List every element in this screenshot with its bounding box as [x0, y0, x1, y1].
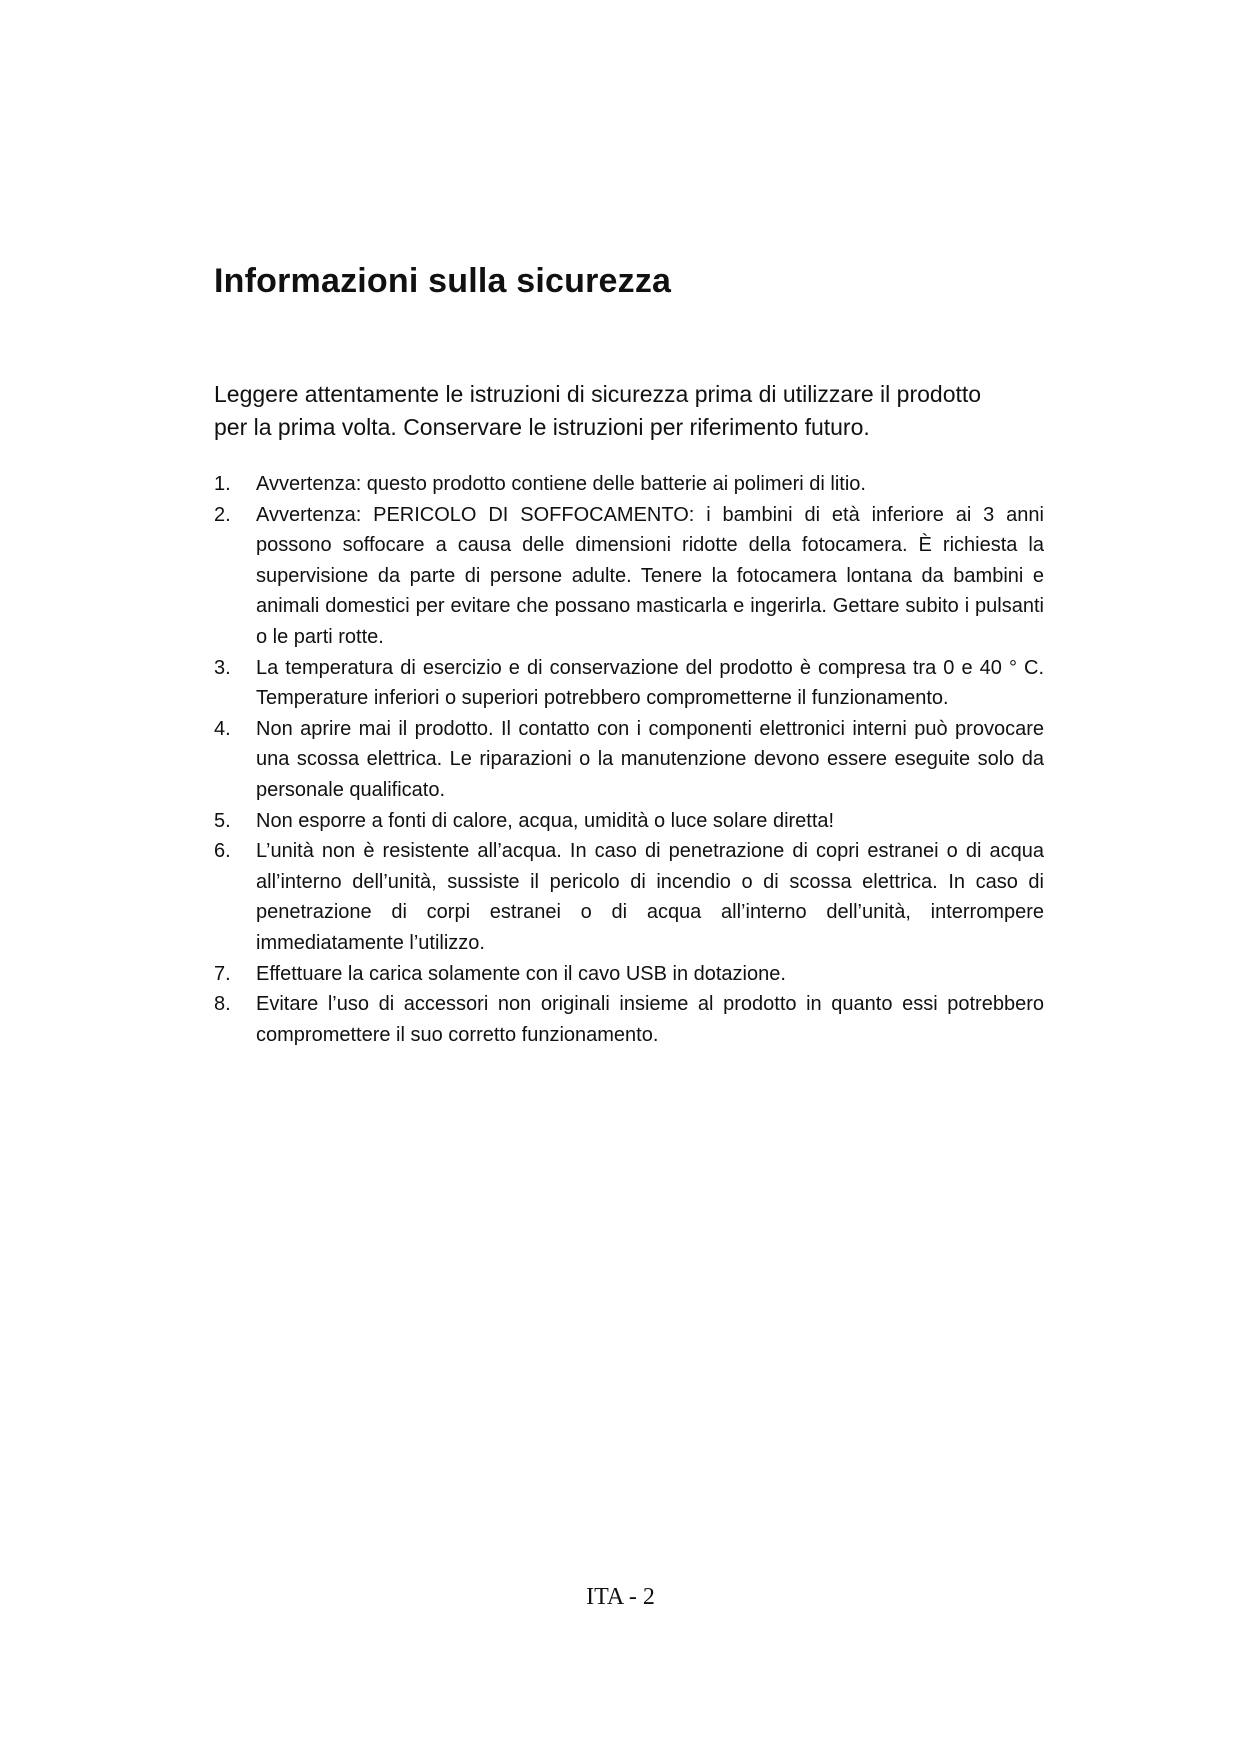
safety-rule-2 — [214, 500, 1044, 653]
page-title: Informazioni sulla sicurezza — [214, 262, 672, 300]
safety-rule-7 — [214, 959, 1044, 990]
rule-text: Avvertenza: PERICOLO DI SOFFOCAMENTO: i bambini di età inferiore ai 3 anni possono soffocare a causa delle dimensioni ridotte della fotocamera. È richiesta la supervisione da parte di persone adulte. Tenere la fotocamera lontana da bambini e animali domestici per evitare che possano masticarla e ingerirla. Gettare subito i pulsanti o le parti rotte. — [256, 503, 1044, 648]
rule-text: Evitare l’uso di accessori non originali insieme al prodotto in quanto essi potrebbero compromettere il suo corretto funzionamento. — [256, 993, 1044, 1046]
rule-number: 2. — [214, 503, 231, 526]
safety-rule-5 — [214, 806, 1044, 837]
rule-text: La temperatura di esercizio e di conservazione del prodotto è compresa tra 0 e 40 ° C. Temperature inferiori o superiori potrebbero comprometterne il funzionamento. — [256, 656, 1044, 710]
page-number: ITA - 2 — [586, 1584, 655, 1610]
rule-text: L’unità non è resistente all’acqua. In caso di penetrazione di copri estranei o di acqua all’interno dell’unità, sussiste il pericolo di incendio o di scossa elettrica. In caso di penetrazione di corpi estranei o di acqua all’interno dell’unità, interrompere immediatamente l’utilizzo. — [256, 840, 1044, 954]
rule-number: 6. — [214, 840, 231, 863]
safety-rule-6 — [214, 836, 1044, 958]
rule-text: Avvertenza: questo prodotto contiene delle batterie ai polimeri di litio. — [256, 473, 866, 495]
rule-number: 4. — [214, 717, 231, 740]
intro-line: Leggere attentamente le istruzioni di sicurezza prima di utilizzare il prodotto — [214, 381, 982, 407]
rule-number: 5. — [214, 809, 231, 832]
safety-rule-3 — [214, 653, 1044, 714]
safety-rule-1 — [214, 469, 1044, 500]
rule-number: 7. — [214, 962, 231, 985]
safety-rules-list — [214, 469, 1044, 1050]
rule-number: 1. — [214, 473, 231, 495]
rule-text: Effettuare la carica solamente con il cavo USB in dotazione. — [256, 962, 786, 985]
intro-line: per la prima volta. Conservare le istruzioni per riferimento futuro. — [214, 414, 870, 440]
rule-number: 3. — [214, 656, 231, 679]
safety-rule-4 — [214, 714, 1044, 806]
safety-rule-8 — [214, 989, 1044, 1050]
rule-text: Non esporre a fonti di calore, acqua, umidità o luce solare diretta! — [256, 809, 835, 832]
rule-number: 8. — [214, 993, 231, 1016]
intro-paragraph — [214, 378, 1034, 444]
rule-text: Non aprire mai il prodotto. Il contatto con i componenti elettronici interni può provocare una scossa elettrica. Le riparazioni o la manutenzione devono essere eseguite solo da personale qualificato. — [256, 717, 1044, 801]
